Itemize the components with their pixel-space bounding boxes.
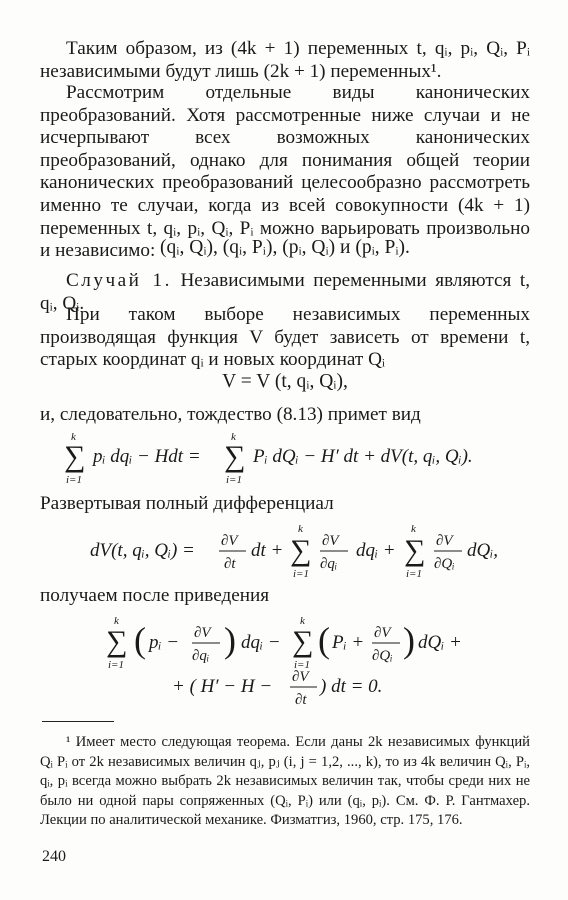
page-number: 240 <box>42 848 66 865</box>
partial-q-den: ∂qᵢ <box>320 556 338 572</box>
sum-upper-limit-6: k <box>300 615 305 627</box>
sum-lower-limit-3: i=1 <box>293 568 309 580</box>
paragraph-generating-function: При таком выборе независимых переменных производящая функция V будет зависеть от времени t, старых координат qᵢ и новых координат Qᵢ <box>40 304 530 371</box>
sum-symbol-4: ∑ <box>404 534 426 567</box>
paragraph-identity: и, следовательно, тождество (8.13) примет вид <box>40 404 421 425</box>
equation-reduced <box>0 612 568 716</box>
term-dq-2: dqᵢ − <box>241 632 281 653</box>
sum-lower-limit-2: i=1 <box>226 474 242 486</box>
sum-lower-limit: i=1 <box>66 474 82 486</box>
identity-lhs: pᵢ dqᵢ − Hdt = <box>93 446 201 467</box>
paragraph-after-reduction: получаем после приведения <box>40 585 270 606</box>
paren-open-1: ( <box>134 620 146 660</box>
term-dQ-2: dQᵢ + <box>418 632 462 653</box>
partial-q-den-2: ∂qᵢ <box>192 648 210 664</box>
paren-open-2: ( <box>318 620 330 660</box>
equation-identity <box>0 428 568 488</box>
equation-generating-function: V = V (t, qᵢ, Qᵢ), <box>222 371 348 392</box>
partial-Q-den-2: ∂Qᵢ <box>372 648 393 664</box>
sum-upper-limit: k <box>71 431 76 443</box>
paragraph-variables: Таким образом, из (4k + 1) переменных t, qᵢ, pᵢ, Qᵢ, Pᵢ независимыми будут лишь (2k + 1) переменных¹. <box>40 38 530 82</box>
partial-v-5: ∂V <box>374 625 391 641</box>
sum-lower-limit-5: i=1 <box>108 659 124 671</box>
partial-Q-den: ∂Qᵢ <box>434 556 455 572</box>
sum-upper-limit-5: k <box>114 615 119 627</box>
paren-close-1: ) <box>224 620 236 660</box>
equation-differential <box>0 520 568 582</box>
partial-t-den: ∂t <box>224 556 236 572</box>
paragraph-canonical-transformations: Рассмотрим отдельные виды канонических преобразований. Хотя рассмотренные ниже случаи и не исчерпывают всех возможных канонических преобразований, однако для понимания общей теории канонических преобразований целесообразно рассмотреть именно те случаи, когда из всей совокупности (4k + 1) переменных t, qᵢ, pᵢ, Qᵢ, Pᵢ можно варьировать произвольно и независимо: <box>40 82 530 262</box>
sum-upper-limit-4: k <box>411 523 416 535</box>
footnote: ¹ Имеет место следующая теорема. Если даны 2k независимых функций Qᵢ Pᵢ от 2k независимых величин qⱼ, pⱼ (i, j = 1,2, ..., k), то из 4k величин Qᵢ, Pᵢ, qᵢ, pᵢ всегда можно выбрать 2k независимых величин так, чтобы среди них не было ни одной пары сопряженных (Qᵢ, Pᵢ) или (qᵢ, pᵢ). См. Ф. Р. Гантмахер. Лекции по аналитической механике. Физматгиз, 1960, стр. 175, 176. <box>40 734 530 828</box>
sum-symbol-2: ∑ <box>224 440 246 473</box>
partial-v-6: ∂V <box>292 669 309 685</box>
partial-v-2: ∂V <box>322 533 339 549</box>
footnote-divider <box>42 721 114 722</box>
partial-v-3: ∂V <box>436 533 453 549</box>
term-pi: pᵢ − <box>149 632 180 653</box>
partial-t-den-2: ∂t <box>295 692 307 708</box>
sum-symbol-5: ∑ <box>106 625 128 658</box>
case-label: Случай 1. <box>66 270 172 291</box>
term-dt: dt + <box>251 540 284 561</box>
partial-v-1: ∂V <box>221 533 238 549</box>
term-Pi: Pᵢ + <box>332 632 365 653</box>
sum-upper-limit-2: k <box>231 431 236 443</box>
paragraph-expand-differential: Развертывая полный дифференциал <box>40 493 334 514</box>
differential-lhs: dV(t, qᵢ, Qᵢ) = <box>90 540 195 561</box>
continuation-lhs: + ( H′ − H − <box>172 676 273 697</box>
identity-rhs: Pᵢ dQᵢ − H′ dt + dV(t, qᵢ, Qᵢ). <box>253 446 473 467</box>
sum-lower-limit-4: i=1 <box>406 568 422 580</box>
sum-symbol-6: ∑ <box>292 625 314 658</box>
equation-variable-pairs: (qᵢ, Qᵢ), (qᵢ, Pᵢ), (pᵢ, Qᵢ) и (pᵢ, Pᵢ). <box>160 237 410 258</box>
sum-symbol-3: ∑ <box>290 534 312 567</box>
term-dQ: dQᵢ, <box>467 540 498 561</box>
sum-upper-limit-3: k <box>298 523 303 535</box>
case-text: Независимыми переменными являются t, qᵢ, Qᵢ. <box>40 270 531 314</box>
continuation-rhs: ) dt = 0. <box>320 676 383 697</box>
paren-close-2: ) <box>403 620 415 660</box>
partial-v-4: ∂V <box>194 625 211 641</box>
sum-symbol: ∑ <box>64 440 86 473</box>
sum-lower-limit-6: i=1 <box>294 659 310 671</box>
term-dq: dqᵢ + <box>356 540 396 561</box>
